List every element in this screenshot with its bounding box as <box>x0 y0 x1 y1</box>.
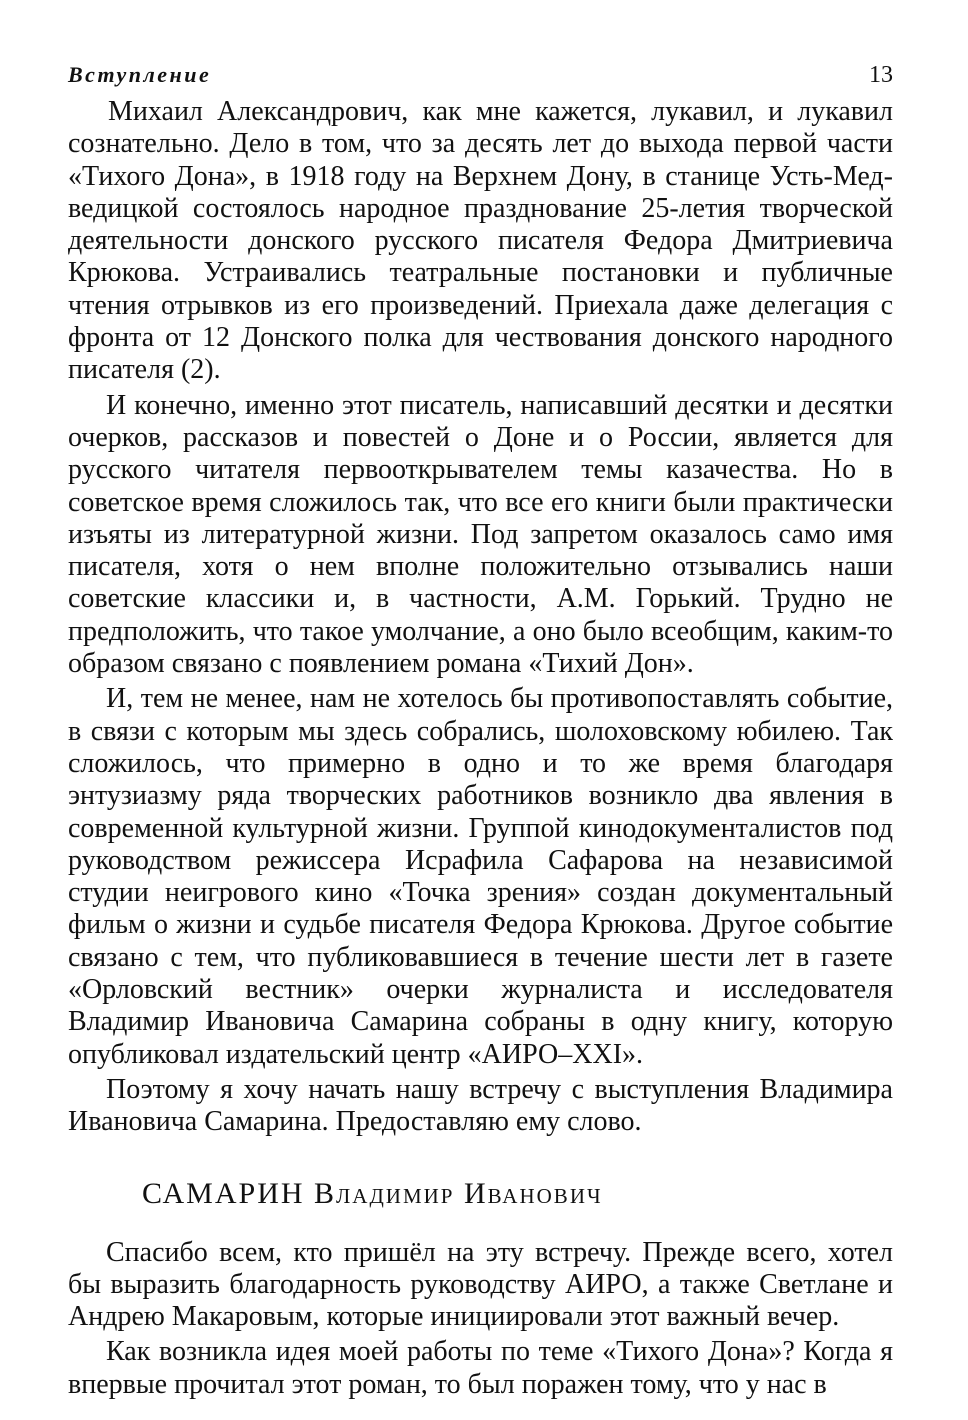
paragraph: И, тем не менее, нам не хотелось бы противопоставлять событие, в связи с которым мы здесь собрались, шолоховскому юбилею. Так сложилось, что примерно в одно и то же время благодаря энтузиазму ряда творческих работников возникло два явления в современной культурной жизни. Группой кинодокументалистов под руководством режиссера Исрафила Сафарова на независимой студии неигрового кино «Точка зрения» создан документальный фильм о жизни и судьбе писателя Федора Крюкова. Другое событие связано с тем, что публиковавшиеся в течение шести лет в газете «Орловский вестник» очерки журналиста и исследователя Владимир Ивановича Самарина собраны в одну книгу, которую опубликовал издательский центр «АИРО–XXI». <box>68 683 893 1070</box>
book-page <box>68 62 893 1404</box>
paragraph: Как возникла идея моей работы по теме «Тихого Дона»? Когда я впервые прочитал этот роман, то был поражен тому, что у нас в <box>68 1336 893 1400</box>
page-number: 13 <box>869 62 893 88</box>
paragraph: И конечно, именно этот писатель, написавший десятки и десятки очерков, рассказов и повестей о Доне и о России, является для русского читателя первооткрывателем темы казачества. Но в советское время сложилось так, что все его книги были практически изъяты из литературной жизни. Под запретом оказалось само имя писателя, хотя о нем вполне положительно отзывались наши советские классики и, в частности, А.М. Горький. Трудно не предположить, что такое умолчание, а оно было всеобщим, каким-то образом связано с появлением романа «Тихий Дон». <box>68 389 893 680</box>
paragraph: Поэтому я хочу начать нашу встречу с выступления Владимира Ивановича Самарина. Предоставляю ему слово. <box>68 1073 893 1138</box>
running-title: Вступление <box>68 62 212 87</box>
running-header <box>68 62 893 92</box>
paragraph: Михаил Александрович, как мне кажется, лукавил, и лукавил сознательно. Дело в том, что за десять лет до выхода первой части «Тихого Дона», в 1918 году на Верхнем Дону, в станице Усть-Медведицкой состоялось народное празднование 25-летия творческой деятельности донского русского писателя Федора Дмитриевича Крюкова. Устраивались театральные постановки и публичные чтения отрывков из его произведений. Приехала даже делегация с фронта от 12 Донского полка для чествования донского народного писателя (2). <box>68 96 893 386</box>
paragraph: Спасибо всем, кто пришёл на эту встречу. Прежде всего, хотел бы выразить благодарность руководству АИРО, а также Светлане и Андрею Макаровым, которые инициировали этот важный вечер. <box>68 1236 893 1333</box>
speaker-heading: САМАРИН Владимир Иванович <box>142 1176 603 1210</box>
